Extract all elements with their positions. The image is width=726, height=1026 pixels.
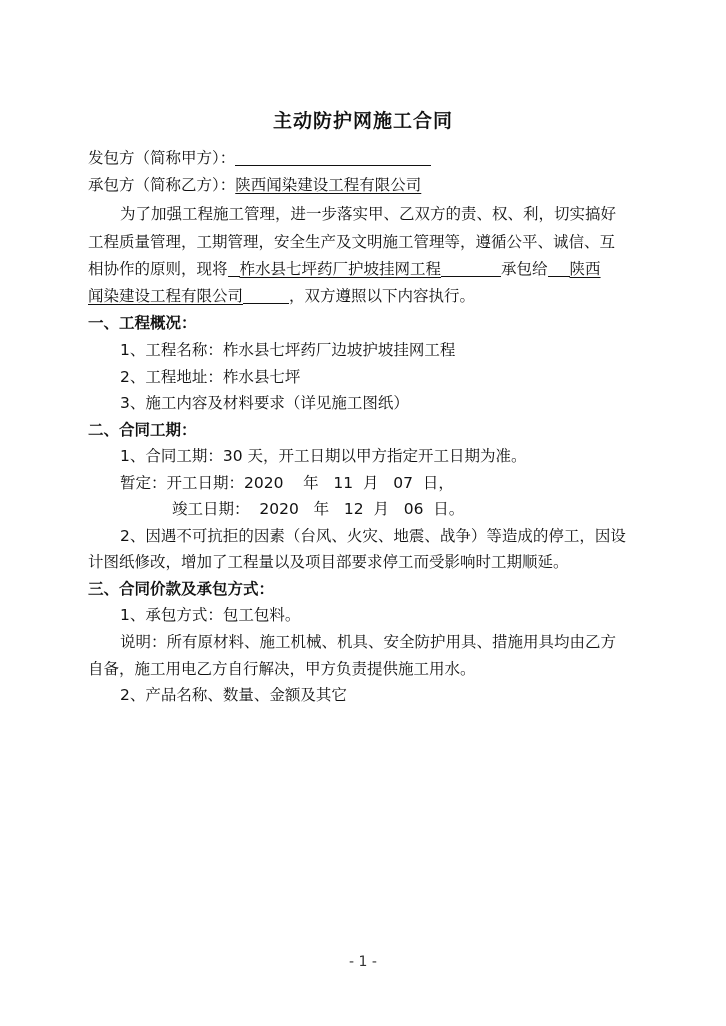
s3-item-2: 2、产品名称、数量、金额及其它 <box>120 686 347 704</box>
intro-line-2: 工程质量管理，工期管理，安全生产及文明施工管理等，遵循公平、诚信、互 <box>88 233 616 251</box>
underline-space <box>548 260 570 277</box>
intro-line-1: 为了加强工程施工管理，进一步落实甲、乙双方的责、权、利，切实搞好 <box>120 205 617 223</box>
s3-note-line-1: 说明：所有原材料、施工机械、机具、安全防护用具、措施用具均由乙方 <box>120 633 617 651</box>
underline-space <box>243 287 289 304</box>
party-b-label: 承包方（简称乙方）： <box>88 176 236 194</box>
s1-item-3: 3、施工内容及材料要求（详见施工图纸） <box>120 394 409 412</box>
s2-item-2-line-1: 2、因遇不可抗拒的因素（台风、火灾、地震、战争）等造成的停工，因设 <box>120 527 626 545</box>
contractor-name-part2: 闻染建设工程有限公司 <box>88 287 244 305</box>
intro-text: 相协作的原则，现将 <box>88 260 228 278</box>
party-a-line <box>88 148 431 168</box>
document-title: 主动防护网施工合同 <box>272 110 453 132</box>
underline-space <box>228 260 240 277</box>
s3-note-line-2: 自备，施工用电乙方自行解决，甲方负责提供施工用水。 <box>88 660 476 678</box>
s3-item-1: 1、承包方式：包工包料。 <box>120 606 301 624</box>
project-name: 柞水县七坪药厂护坡挂网工程 <box>239 260 442 278</box>
s1-item-2: 2、工程地址：柞水县七坪 <box>120 368 301 386</box>
section-3-heading: 三、合同价款及承包方式： <box>88 580 275 598</box>
s2-start-date: 暂定：开工日期：2020 年 11 月 07 日， <box>120 474 454 492</box>
section-1-heading: 一、工程概况： <box>88 314 197 332</box>
intro-text: 承包给 <box>501 260 548 278</box>
party-a-blank <box>235 149 431 166</box>
underline-space <box>441 260 501 277</box>
page-number: - 1 - <box>349 954 377 970</box>
party-b-value: 陕西闻染建设工程有限公司 <box>235 176 422 194</box>
s1-item-1: 1、工程名称：柞水县七坪药厂边坡护坡挂网工程 <box>120 341 456 359</box>
party-b-line <box>88 175 421 195</box>
party-a-label: 发包方（简称甲方）： <box>88 149 236 167</box>
contractor-name-part1: 陕西 <box>569 260 601 278</box>
section-2-heading: 二、合同工期： <box>88 421 197 439</box>
s2-item-1: 1、合同工期：30 天，开工日期以甲方指定开工日期为准。 <box>120 447 527 465</box>
s2-end-date: 竣工日期： 2020 年 12 月 06 日。 <box>172 500 465 518</box>
intro-line-4 <box>88 286 475 306</box>
intro-line-3 <box>88 259 601 279</box>
s2-item-2-line-2: 计图纸修改，增加了工程量以及项目部要求停工而受影响时工期顺延。 <box>88 553 569 571</box>
intro-text: ，双方遵照以下内容执行。 <box>289 287 476 305</box>
